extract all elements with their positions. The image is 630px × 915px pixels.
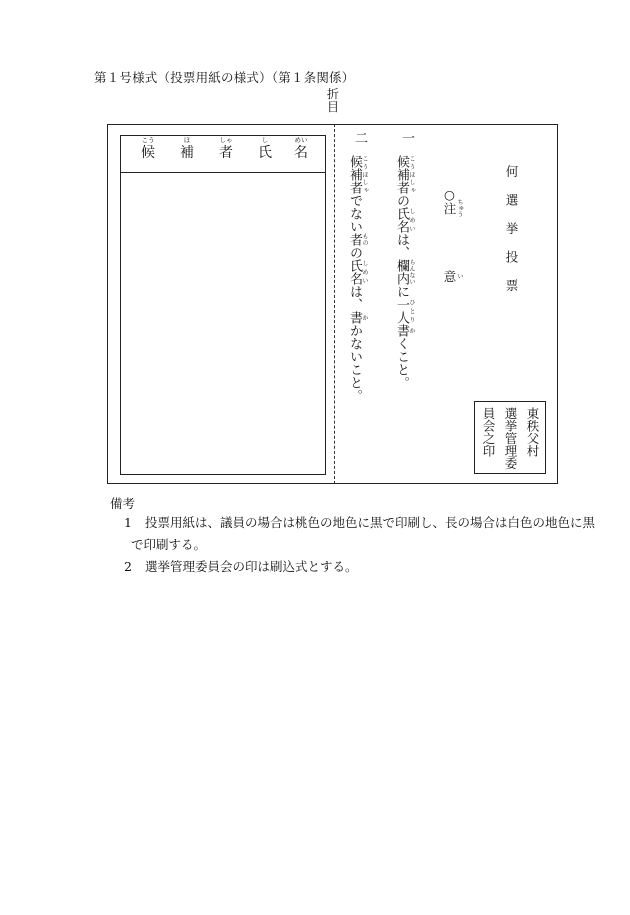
text-segment: の xyxy=(394,194,409,207)
header-char xyxy=(253,136,277,160)
instruction-2-number: 二 xyxy=(352,131,367,144)
ruby-segment: 書 か xyxy=(347,311,368,324)
header-char-ruby: めい xyxy=(294,136,308,144)
ruby-segment: 氏名 しめい xyxy=(347,259,368,285)
seal-text-col-1: 東秩父村 xyxy=(525,407,540,457)
instruction-1-text xyxy=(395,155,415,389)
text-segment: くこと。 xyxy=(394,337,409,389)
text-segment: かないこと。 xyxy=(347,324,362,402)
remark-1-line1: 投票用紙は、議員の場合は桃色の地色に黒で印刷し、長の場合は白色の地色に黒 xyxy=(145,515,596,530)
ruby-segment: 書 か xyxy=(394,324,415,337)
header-char-kanji: 候 xyxy=(141,145,155,161)
ballot-title: 何選挙投票 xyxy=(504,165,519,308)
header-char-kanji: 者 xyxy=(219,145,233,161)
text-segment: は、 xyxy=(394,233,409,259)
remark-2-line1: 選挙管理委員会の印は刷込式とする。 xyxy=(145,559,358,574)
election-commission-seal xyxy=(474,401,546,474)
ruby-segment: 氏名 しめい xyxy=(394,207,415,233)
instruction-1-number: 一 xyxy=(399,131,414,144)
fold-label: 折目 xyxy=(326,87,339,114)
candidate-name-box xyxy=(120,135,326,475)
notice-mark: ○ xyxy=(442,187,457,202)
remark-2-number: 2 xyxy=(124,559,132,574)
remark-1-number: 1 xyxy=(124,515,132,530)
notice-chu-ruby: ちゅう xyxy=(456,199,463,218)
header-char xyxy=(289,136,313,160)
notice-chu: 注 xyxy=(442,199,457,218)
header-char-kanji: 補 xyxy=(180,145,194,161)
header-char-ruby: し xyxy=(261,136,269,144)
notice-i: 意 xyxy=(442,270,457,283)
ruby-segment: 欄内 らんない xyxy=(394,259,415,285)
seal-text-col-3: 員会之印 xyxy=(481,407,496,457)
ballot-paper xyxy=(107,124,558,484)
header-char-kanji: 名 xyxy=(294,145,308,161)
header-char xyxy=(214,136,238,160)
text-segment: に xyxy=(394,285,409,298)
remark-1-line2: で印刷する。 xyxy=(131,537,207,552)
ruby-segment: 者 もの xyxy=(347,233,368,246)
header-char-ruby: しゃ xyxy=(219,136,233,144)
header-char-kanji: 氏 xyxy=(258,145,272,161)
header-char xyxy=(136,136,160,160)
text-segment: でない xyxy=(347,194,362,233)
notice-label xyxy=(443,187,463,217)
text-segment: は、 xyxy=(347,285,362,311)
header-char-ruby: こう xyxy=(141,136,155,144)
ruby-segment: 候補者 こうほしゃ xyxy=(394,155,415,194)
notice-i-ruby: い xyxy=(456,270,463,283)
seal-text-col-2: 選挙管理委 xyxy=(503,407,518,470)
text-segment: の xyxy=(347,246,362,259)
remarks-title: 備考 xyxy=(110,496,136,511)
candidate-name-header xyxy=(121,136,325,173)
fold-line xyxy=(334,124,335,484)
instruction-2-text xyxy=(348,155,368,402)
notice-label-i xyxy=(443,270,463,283)
header-char-ruby: ほ xyxy=(183,136,191,144)
ruby-segment: 一人 ひとり xyxy=(394,298,415,324)
ruby-segment: 候補者 こうほしゃ xyxy=(347,155,368,194)
form-heading: 第１号様式（投票用紙の様式）（第１条関係） xyxy=(94,70,355,85)
header-char xyxy=(175,136,199,160)
